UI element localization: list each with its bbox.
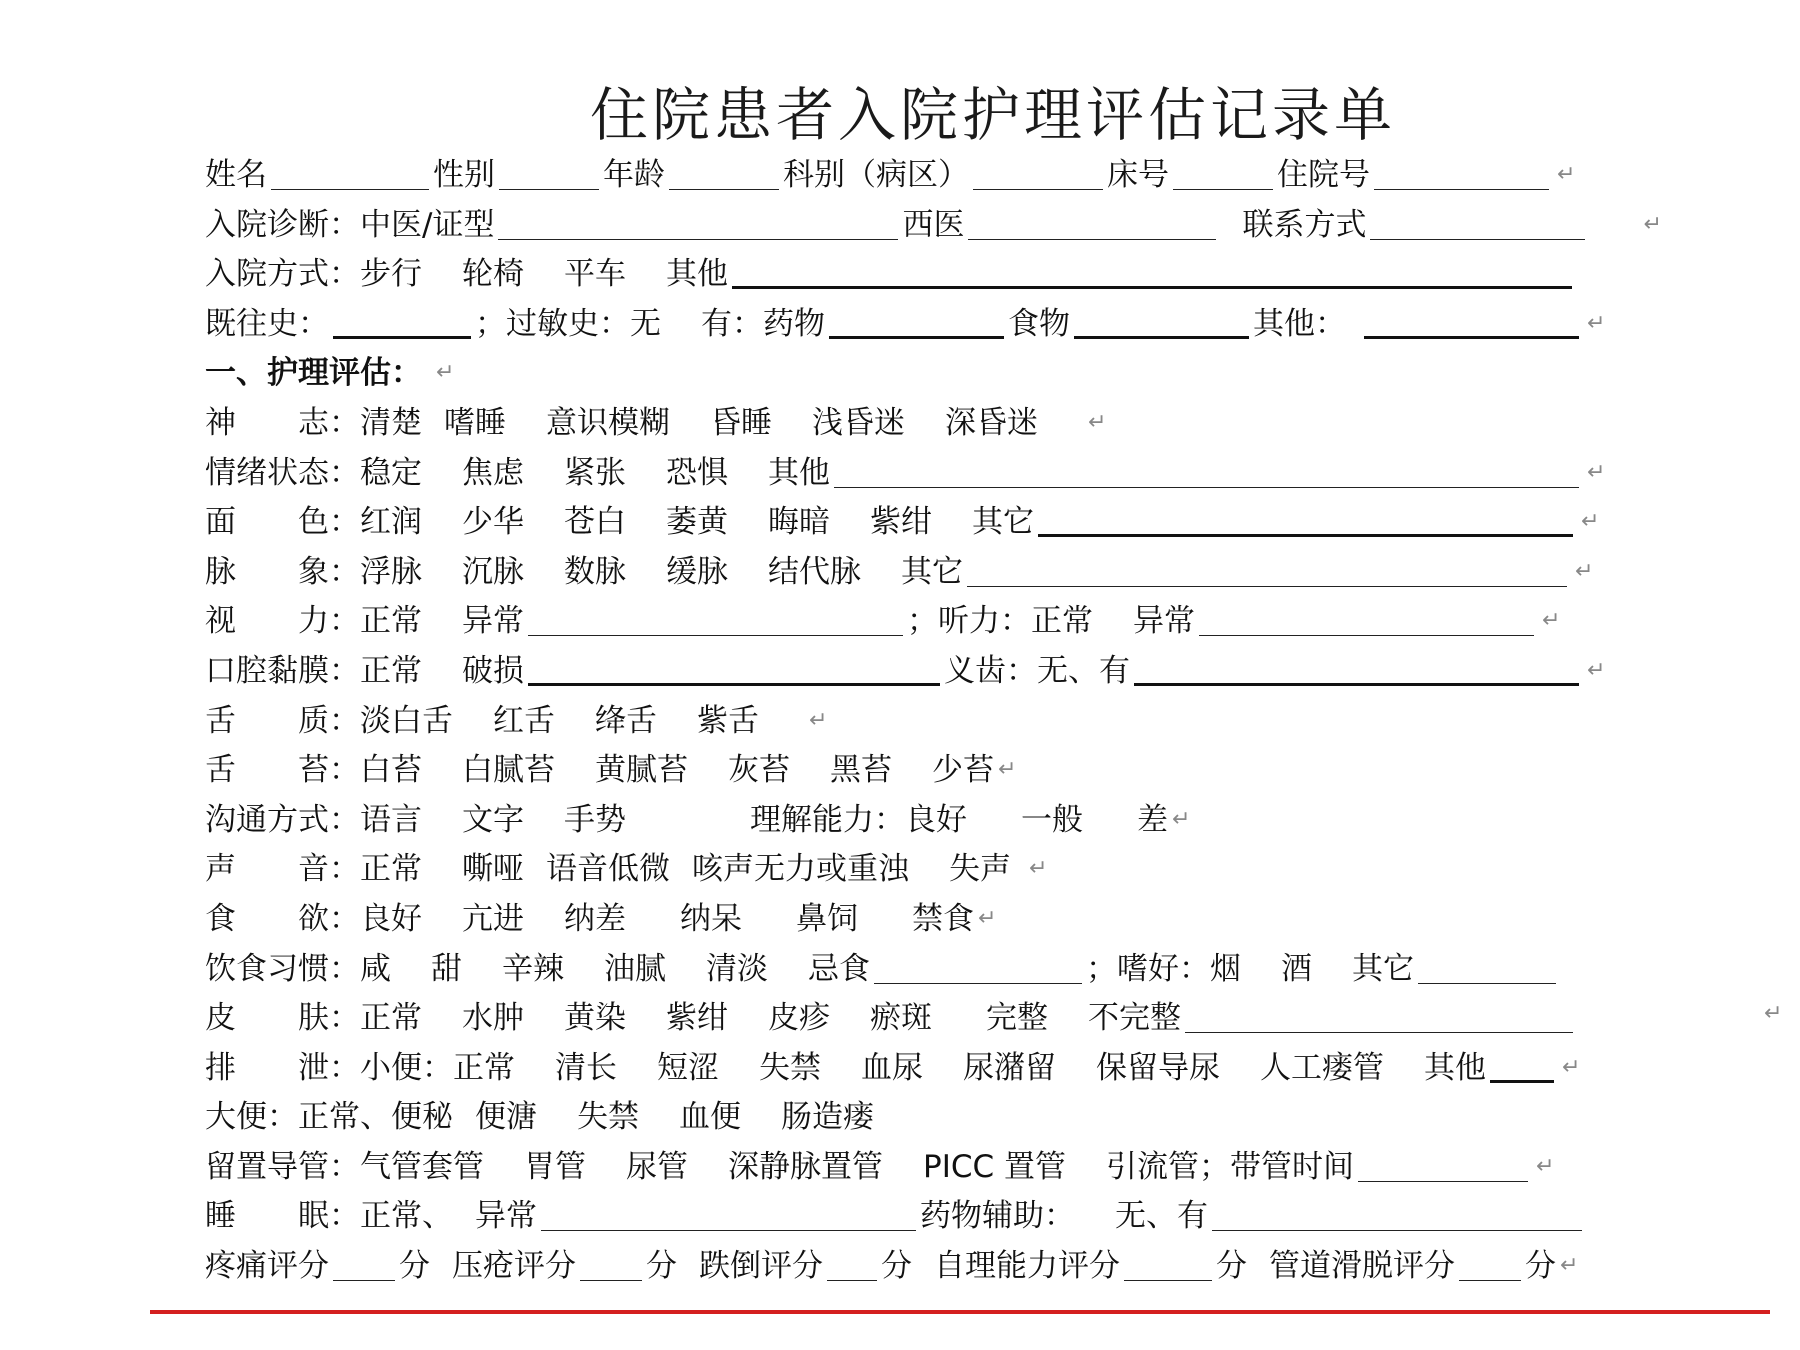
row-admission-mode: [205, 251, 1705, 293]
option[interactable]: 手势: [564, 801, 626, 838]
row-history: [205, 301, 1705, 343]
option[interactable]: 咳声无力或重浊: [692, 851, 909, 888]
score-unit: 分: [881, 1248, 912, 1285]
option[interactable]: 浮脉: [360, 553, 422, 590]
return-mark: ↵: [1764, 1001, 1783, 1027]
label-selfcare-score: 自理能力评分: [934, 1248, 1120, 1285]
return-mark: ↵: [1560, 1253, 1579, 1279]
hearing-abnormal-field[interactable]: [1199, 605, 1534, 636]
other-allergy-field[interactable]: [1364, 306, 1579, 339]
option[interactable]: PICC 置管: [923, 1148, 1066, 1185]
name-field[interactable]: [271, 159, 429, 190]
label-pain-score: 疼痛评分: [205, 1248, 329, 1285]
option[interactable]: 语言: [360, 801, 422, 838]
option[interactable]: 红润: [360, 504, 422, 541]
admission-no-field[interactable]: [1374, 159, 1549, 190]
row-stool: [205, 1094, 1705, 1136]
skin-incomplete-field[interactable]: [1185, 1002, 1573, 1033]
label-catheter: 留置导管：: [205, 1148, 360, 1185]
option[interactable]: 一般: [1021, 801, 1083, 838]
option[interactable]: 焦虑: [462, 454, 524, 491]
row-emotion: [205, 450, 1705, 492]
option[interactable]: 浅昏迷: [812, 404, 905, 441]
label-name: 姓名: [205, 157, 267, 193]
return-mark: ↵: [1172, 806, 1191, 832]
return-mark: ↵: [436, 360, 455, 386]
option[interactable]: 尿潴留: [963, 1049, 1056, 1086]
option[interactable]: 淡白舌: [360, 702, 453, 739]
option[interactable]: 破损: [462, 652, 524, 689]
label-diet: 饮食习惯：: [205, 950, 360, 987]
option[interactable]: 苍白: [564, 504, 626, 541]
option[interactable]: 气管套管: [360, 1148, 484, 1185]
row-communication: [205, 797, 1705, 839]
diet-avoid-field[interactable]: [874, 953, 1082, 984]
option[interactable]: 语音低微: [546, 851, 670, 888]
label-fall-score: 跌倒评分: [699, 1248, 823, 1285]
option[interactable]: 忌食: [808, 950, 870, 987]
label-allergy: ；过敏史：: [475, 305, 630, 342]
option[interactable]: 禁食: [912, 900, 974, 937]
label-stool: 大便：正常、便秘: [205, 1099, 453, 1136]
option[interactable]: 步行: [360, 256, 422, 293]
label-food: 食物: [1008, 305, 1070, 342]
option[interactable]: 昏睡: [710, 404, 772, 441]
label-pressure-score: 压疮评分: [452, 1248, 576, 1285]
score-unit: 分: [1525, 1248, 1556, 1285]
option[interactable]: 血尿: [861, 1049, 923, 1086]
label-diagnosis-tcm: 入院诊断：中医/证型: [205, 206, 495, 243]
option[interactable]: 数脉: [564, 553, 626, 590]
row-oral-mucosa: [205, 648, 1705, 690]
option[interactable]: 正常: [360, 1000, 422, 1037]
row-section-heading: [205, 350, 1705, 392]
option[interactable]: 失声: [949, 851, 1011, 888]
option[interactable]: 稳定: [360, 454, 422, 491]
vision-abnormal-field[interactable]: [528, 605, 903, 636]
option[interactable]: 差: [1137, 801, 1168, 838]
western-diagnosis-field[interactable]: [968, 209, 1216, 240]
label-other-allergy: 其他：: [1253, 305, 1346, 342]
option[interactable]: 平车: [564, 256, 626, 293]
option[interactable]: 正常、: [360, 1198, 453, 1235]
option[interactable]: 紫绀: [870, 504, 932, 541]
hobby-other-field[interactable]: [1418, 953, 1556, 984]
label-denture: 义齿：无、有: [944, 652, 1130, 689]
option[interactable]: 白腻苔: [462, 752, 555, 789]
option[interactable]: 正常: [360, 603, 422, 640]
option[interactable]: 保留导尿: [1096, 1049, 1220, 1086]
fall-score-field[interactable]: [827, 1250, 877, 1281]
label-admission-mode: 入院方式：: [205, 256, 360, 293]
option[interactable]: 萎黄: [666, 504, 728, 541]
option[interactable]: 其它: [901, 553, 963, 590]
option[interactable]: 文字: [462, 801, 524, 838]
label-admission-no: 住院号: [1277, 157, 1370, 193]
option[interactable]: 黄腻苔: [595, 752, 688, 789]
option[interactable]: 瘀斑: [870, 1000, 932, 1037]
return-mark: ↵: [1029, 856, 1048, 882]
score-unit: 分: [646, 1248, 677, 1285]
label-dept: 科别（病区）: [783, 157, 969, 193]
option[interactable]: 肠造瘘: [781, 1099, 874, 1136]
option[interactable]: 油腻: [604, 950, 666, 987]
label-urine: 小便：正常: [360, 1049, 515, 1086]
option[interactable]: 亢进: [462, 900, 524, 937]
return-mark: ↵: [1581, 509, 1600, 535]
option[interactable]: 黑苔: [830, 752, 892, 789]
label-complexion: 面 色：: [205, 504, 360, 541]
label-skin: 皮 肤：: [205, 1000, 360, 1037]
return-mark: ↵: [809, 707, 828, 733]
return-mark: ↵: [1575, 558, 1594, 584]
denture-field[interactable]: [1134, 653, 1579, 686]
row-appetite: [205, 896, 1705, 938]
option[interactable]: 酒: [1281, 950, 1312, 987]
option[interactable]: 清长: [555, 1049, 617, 1086]
option[interactable]: 深静脉置管: [728, 1148, 883, 1185]
option[interactable]: 水肿: [462, 1000, 524, 1037]
row-tongue: [205, 698, 1705, 740]
sleep-abnormal-field[interactable]: [541, 1200, 916, 1231]
row-sleep: [205, 1193, 1705, 1235]
option[interactable]: 意识模糊: [546, 404, 670, 441]
row-tongue-coating: [205, 747, 1705, 789]
row-catheter: [205, 1144, 1705, 1186]
section-heading: 一、护理评估：: [205, 355, 422, 392]
option[interactable]: 异常: [475, 1198, 537, 1235]
selfcare-score-field[interactable]: [1124, 1250, 1212, 1281]
admission-other-field[interactable]: [732, 256, 1572, 289]
option[interactable]: 少华: [462, 504, 524, 541]
row-pulse: [205, 549, 1705, 591]
tcm-diagnosis-field[interactable]: [498, 209, 898, 240]
option[interactable]: 其他: [666, 256, 728, 293]
return-mark: ↵: [1587, 310, 1606, 336]
option[interactable]: 短涩: [657, 1049, 719, 1086]
option[interactable]: 紫绀: [666, 1000, 728, 1037]
option[interactable]: 良好: [360, 900, 422, 937]
option[interactable]: 轮椅: [462, 256, 524, 293]
row-consciousness: [205, 400, 1705, 442]
option[interactable]: 其它: [972, 504, 1034, 541]
option[interactable]: 灰苔: [728, 752, 790, 789]
row-complexion: [205, 499, 1705, 541]
row-patient-info: [205, 152, 1705, 194]
option[interactable]: 清淡: [706, 950, 768, 987]
option[interactable]: 其它: [1352, 950, 1414, 987]
option[interactable]: 尿管: [626, 1148, 688, 1185]
option[interactable]: 异常: [462, 603, 524, 640]
option[interactable]: 纳呆: [680, 900, 742, 937]
option[interactable]: 血便: [679, 1099, 741, 1136]
option[interactable]: 胃管: [524, 1148, 586, 1185]
label-oral-mucosa: 口腔黏膜：: [205, 652, 360, 689]
red-divider-line: [150, 1310, 1770, 1314]
label-vision: 视 力：: [205, 603, 360, 640]
label-excretion: 排 泄：: [205, 1049, 360, 1086]
return-mark: ↵: [1542, 608, 1561, 634]
return-mark: ↵: [1557, 162, 1576, 187]
label-emotion: 情绪状态：: [205, 454, 360, 491]
score-unit: 分: [1216, 1248, 1247, 1285]
option[interactable]: 嘶哑: [462, 851, 524, 888]
row-diagnosis: [205, 202, 1705, 244]
return-mark: ↵: [998, 757, 1017, 783]
excretion-other-field[interactable]: [1490, 1050, 1554, 1083]
option[interactable]: 结代脉: [768, 553, 861, 590]
score-unit: 分: [399, 1248, 430, 1285]
row-skin: [205, 995, 1783, 1037]
drug-aid-field[interactable]: [1212, 1200, 1582, 1231]
label-coating: 舌 苔：: [205, 752, 360, 789]
row-voice: [205, 846, 1705, 888]
return-mark: ↵: [1587, 459, 1606, 485]
option[interactable]: 缓脉: [666, 553, 728, 590]
option[interactable]: 无、有: [1115, 1198, 1208, 1235]
option[interactable]: 沉脉: [462, 553, 524, 590]
complexion-other-field[interactable]: [1038, 504, 1573, 537]
option[interactable]: 无: [630, 305, 661, 342]
option[interactable]: 异常: [1133, 603, 1195, 640]
option[interactable]: 正常: [360, 652, 422, 689]
option[interactable]: 黄染: [564, 1000, 626, 1037]
history-field[interactable]: [333, 306, 471, 339]
label-history: 既往史：: [205, 305, 329, 342]
form-title: 住院患者入院护理评估记录单: [590, 81, 1397, 149]
option[interactable]: 清楚: [360, 404, 422, 441]
option[interactable]: 其他: [1424, 1049, 1486, 1086]
return-mark: ↵: [978, 905, 997, 931]
label-sleep: 睡 眠：: [205, 1198, 360, 1235]
option[interactable]: 紫舌: [697, 702, 759, 739]
label-age: 年龄: [603, 157, 665, 193]
row-excretion: [205, 1045, 1705, 1087]
tube-score-field[interactable]: [1459, 1250, 1521, 1281]
option[interactable]: 失禁: [759, 1049, 821, 1086]
return-mark: ↵: [1562, 1054, 1581, 1080]
age-field[interactable]: [669, 159, 779, 190]
pain-score-field[interactable]: [333, 1250, 395, 1281]
label-hearing: ；听力：: [907, 603, 1031, 640]
option[interactable]: 少苔: [932, 752, 994, 789]
pressure-score-field[interactable]: [580, 1250, 642, 1281]
option[interactable]: 正常: [360, 851, 422, 888]
label-drug-aid: 药物辅助：: [920, 1198, 1075, 1235]
option[interactable]: 白苔: [360, 752, 422, 789]
gender-field[interactable]: [499, 159, 599, 190]
label-understanding: 理解能力：良好: [750, 801, 967, 838]
dept-field[interactable]: [973, 159, 1103, 190]
label-tube-score: 管道滑脱评分: [1269, 1248, 1455, 1285]
drug-allergy-field[interactable]: [829, 306, 1004, 339]
return-mark: ↵: [1088, 409, 1107, 435]
food-allergy-field[interactable]: [1074, 306, 1249, 339]
label-appetite: 食 欲：: [205, 900, 360, 937]
label-gender: 性别: [433, 157, 495, 193]
contact-field[interactable]: [1370, 209, 1585, 240]
option[interactable]: 纳差: [564, 900, 626, 937]
option[interactable]: 便溏: [475, 1099, 537, 1136]
emotion-other-field[interactable]: [834, 457, 1579, 488]
option[interactable]: 红舌: [493, 702, 555, 739]
label-tongue: 舌 质：: [205, 702, 360, 739]
pulse-other-field[interactable]: [967, 556, 1567, 587]
option[interactable]: 鼻饲: [796, 900, 858, 937]
label-contact: 联系方式: [1242, 206, 1367, 243]
option[interactable]: 咸: [360, 950, 391, 987]
option[interactable]: 紧张: [564, 454, 626, 491]
label-pulse: 脉 象：: [205, 553, 360, 590]
oral-damage-field[interactable]: [528, 653, 940, 686]
option[interactable]: 辛辣: [502, 950, 564, 987]
return-mark: ↵: [1535, 1153, 1555, 1179]
row-diet-habits: [205, 946, 1705, 988]
option[interactable]: 嗜睡: [444, 404, 506, 441]
option[interactable]: 人工瘘管: [1260, 1049, 1384, 1086]
label-western: 西医: [902, 206, 965, 243]
catheter-duration-field[interactable]: [1358, 1151, 1528, 1182]
assessment-form: [205, 152, 1783, 1293]
option[interactable]: 晦暗: [768, 504, 830, 541]
option[interactable]: 深昏迷: [945, 404, 1038, 441]
label-communication: 沟通方式：: [205, 801, 360, 838]
label-consciousness: 神 志：: [205, 404, 360, 441]
return-mark: ↵: [1643, 211, 1662, 237]
option[interactable]: 其他: [768, 454, 830, 491]
row-vision: [205, 598, 1705, 640]
option[interactable]: 不完整: [1088, 1000, 1181, 1037]
label-voice: 声 音：: [205, 851, 360, 888]
option[interactable]: 完整: [986, 1000, 1048, 1037]
option[interactable]: 引流管；带管时间: [1105, 1148, 1354, 1185]
option[interactable]: 绛舌: [595, 702, 657, 739]
return-mark: ↵: [1587, 657, 1606, 683]
option[interactable]: 失禁: [577, 1099, 639, 1136]
option[interactable]: 皮疹: [768, 1000, 830, 1037]
label-hobby: ；嗜好：烟: [1086, 950, 1241, 987]
row-scores: [205, 1243, 1705, 1285]
label-bed: 床号: [1107, 157, 1169, 193]
option[interactable]: 正常: [1031, 603, 1093, 640]
label-drug: 有：药物: [701, 305, 825, 342]
bed-field[interactable]: [1173, 159, 1273, 190]
option[interactable]: 恐惧: [666, 454, 728, 491]
option[interactable]: 甜: [431, 950, 462, 987]
